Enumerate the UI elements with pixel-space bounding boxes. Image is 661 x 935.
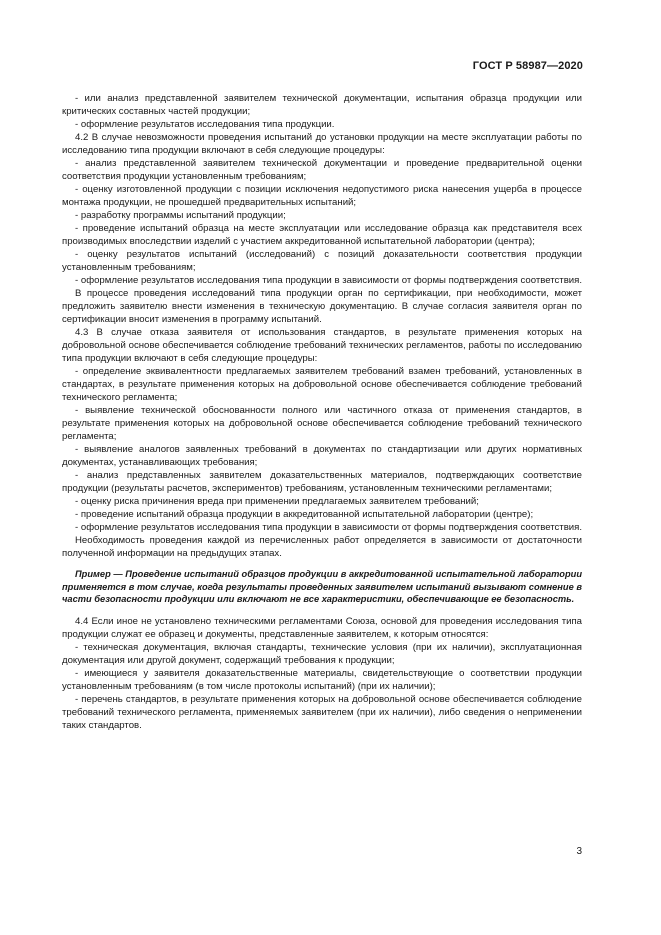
paragraph: - перечень стандартов, в результате применения которых на добровольной основе обеспечивается соблюдение требований технического регламента, применяемых заявителем (при их наличии), либо сведения о неприменении таких стандартов. [62, 693, 582, 731]
paragraph: - анализ представленной заявителем технической документации и проведение предварительной оценки соответствия продукции установленным требованиям; [62, 158, 582, 182]
paragraph: 4.4 Если иное не установлено техническими регламентами Союза, основой для проведения исследования типа продукции служат ее образец и документы, представленные заявителем, к которым относятся: [62, 615, 582, 640]
paragraph: - оформление результатов исследования типа продукции в зависимости от формы подтверждения соответствия. [75, 275, 583, 286]
paragraph: 4.3 В случае отказа заявителя от использования стандартов, в результате применения которых на добровольной основе обеспечивается соблюдение требований технических регламентов, работы по исследованию типа продукции включают в себя следующие процедуры: [62, 327, 582, 364]
paragraph: - разработку программы испытаний продукции; [75, 210, 286, 221]
paragraph: - или анализ представленной заявителем технической документации, испытания образца продукции или критических составных частей продукции; [62, 93, 582, 117]
paragraph: - оценку изготовленной продукции с позиции исключения недопустимого риска нанесения ущерба в процессе монтажа продукции, не прошедшей предварительных испытаний; [62, 184, 582, 208]
document-id: ГОСТ Р 58987—2020 [472, 60, 583, 72]
paragraph: Необходимость проведения каждой из перечисленных работ определяется в зависимости от достаточности полученной информации на предыдущих этапах. [62, 535, 582, 559]
paragraph: - проведение испытаний образца на месте эксплуатации или исследование образца как представителя всех производимых впоследствии изделий с участием аккредитованной испытательной лаборатории (центра); [62, 223, 582, 247]
page-number: 3 [576, 846, 582, 857]
paragraph: - имеющиеся у заявителя доказательственные материалы, свидетельствующие о соответствии продукции установленным требованиям (в том числе протоколы испытаний) (при их наличии); [62, 667, 582, 692]
example-note: Пример — Проведение испытаний образцов продукции в аккредитованной испытательной лаборатории применяется в том случае, когда результаты проведенных заявителем испытаний вызывают сомнение в части безопасности продукции или включают не все характеристики, обеспечивающие ее безопасность. [62, 569, 582, 604]
paragraph: - выявление аналогов заявленных требований в документах по стандартизации или других нормативных документах, устанавливающих требования; [62, 444, 582, 468]
document-body [62, 92, 582, 732]
paragraph: - оценку результатов испытаний (исследований) с позиций доказательности соответствия продукции установленным требованиям; [62, 249, 582, 273]
paragraph: - выявление технической обоснованности полного или частичного отказа от применения стандартов, в результате применения которых на добровольной основе обеспечивается соблюдение требований технического регламента; [62, 405, 582, 442]
paragraph: - проведение испытаний образца продукции в аккредитованной испытательной лаборатории (центре); [75, 509, 534, 520]
paragraph: - оформление результатов исследования типа продукции в зависимости от формы подтверждения соответствия. [75, 522, 583, 533]
paragraph: 4.2 В случае невозможности проведения испытаний до установки продукции на месте эксплуатации работы по исследованию типа продукции включают в себя следующие процедуры: [62, 132, 582, 156]
paragraph: - оценку риска причинения вреда при применении предлагаемых заявителем требований; [75, 496, 479, 507]
paragraph: - анализ представленных заявителем доказательственных материалов, подтверждающих соответствие продукции (результаты расчетов, экспериментов) требованиям, установленным техническими регламентами; [62, 470, 582, 494]
paragraph: - техническая документация, включая стандарты, технические условия (при их наличии), эксплуатационная документация или другой документ, содержащий требования к продукции; [62, 641, 582, 666]
paragraph: В процессе проведения исследований типа продукции орган по сертификации, при необходимости, может предложить заявителю внести изменения в техническую документацию. В случае согласия заявителя орган по сертификации вносит изменения в программу испытаний. [62, 288, 582, 325]
paragraph: - оформление результатов исследования типа продукции. [75, 119, 335, 130]
paragraph: - определение эквивалентности предлагаемых заявителем требований взамен требований, установленных в стандартах, в результате применения которых на добровольной основе обеспечивается соблюдение требований технического регламента; [62, 366, 582, 403]
